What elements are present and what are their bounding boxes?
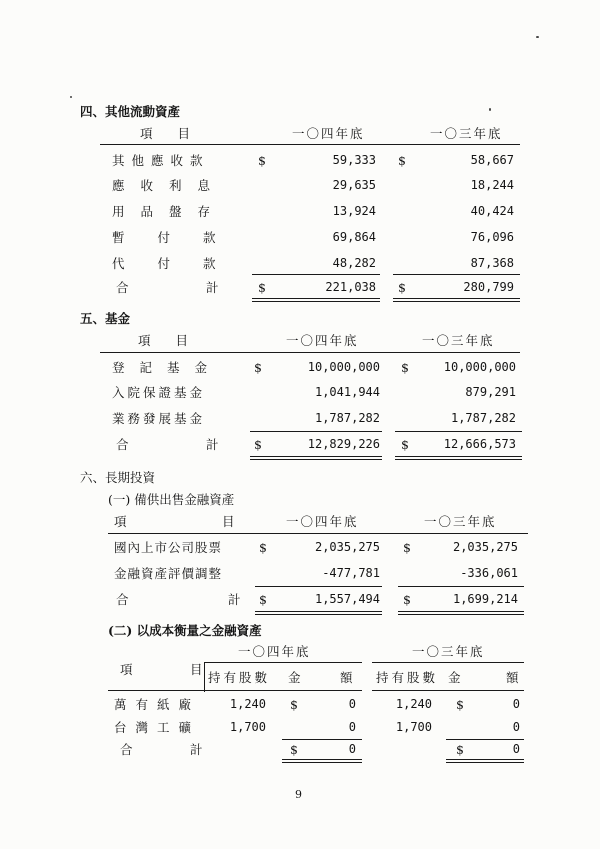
header-rule [108,533,528,534]
value-103: 58,667 [470,153,514,167]
dollar-sign: $ [259,540,267,555]
amount-103: 0 [512,720,520,734]
scan-speck [536,36,539,38]
dollar-sign: $ [290,697,298,712]
scan-speck [489,108,491,111]
double-rule [252,301,380,302]
double-rule [398,614,524,615]
value-104: 29,635 [332,178,376,192]
value-104: -477,781 [322,566,380,580]
col-header-item: 項 目 [138,333,189,348]
value-103: 40,424 [470,204,514,218]
row-label: 暫付款 [112,230,249,245]
section-title-long-term-investments: 六、長期投資 [80,470,156,485]
row-label: 應收利息 [112,178,227,193]
double-rule [398,611,524,612]
col-header-103: 一〇三年底 [412,644,485,659]
col-header-104: 一〇四年底 [292,126,365,141]
subtotal-rule-103 [398,586,524,587]
value-104: 10,000,000 [307,360,380,374]
col-header-item-b: 目 [190,662,203,677]
dollar-sign: $ [258,280,266,295]
col-header-104: 一〇四年底 [238,644,311,659]
dollar-sign: $ [398,153,406,168]
double-rule [282,762,362,763]
col-divider [204,662,205,692]
col-header-shares-104: 持有股數 [208,670,271,685]
col-header-item-a: 項 [114,514,127,529]
dollar-sign: $ [254,437,262,452]
value-103: 2,035,275 [452,540,518,554]
subtotal-rule-104 [252,274,380,275]
dollar-sign: $ [456,697,464,712]
total-label-b: 計 [228,592,241,607]
row-label: 其他應收款 [112,153,210,168]
total-label-b: 計 [190,742,203,757]
value-103: 18,244 [470,178,514,192]
dollar-sign: $ [403,592,411,607]
total-103: 280,799 [463,280,514,294]
group-rule-103 [372,662,524,663]
value-103: 10,000,000 [443,360,516,374]
value-104: 2,035,275 [314,540,380,554]
value-103: 87,368 [470,256,514,270]
value-103: 879,291 [465,385,516,399]
row-label: 萬有紙廠 [114,697,201,712]
col-header-amount-b-104: 額 [340,670,353,685]
header-rule [100,352,520,353]
amount-103: 0 [512,697,520,711]
double-rule [250,456,382,457]
subsection-title-available-for-sale: (一) 備供出售金融資產 [108,492,235,507]
subsection-title-cost-measured: (二) 以成本衡量之金融資產 [108,623,262,638]
total-amount-103: 0 [512,742,520,756]
total-label: 合 計 [116,437,229,452]
total-104: 1,557,494 [314,592,380,606]
value-103: 76,096 [470,230,514,244]
col-header-104: 一〇四年底 [286,514,359,529]
dollar-sign: $ [290,742,298,757]
double-rule [282,759,362,760]
total-label-a: 合 [120,742,133,757]
value-104: 69,864 [332,230,376,244]
total-104: 12,829,226 [307,437,380,451]
subtotal-rule-104 [282,739,362,740]
double-rule [255,614,382,615]
dollar-sign: $ [254,360,262,375]
total-103: 1,699,214 [452,592,518,606]
dollar-sign: $ [403,540,411,555]
value-103: -336,061 [460,566,518,580]
scan-speck [70,96,72,98]
col-header-103: 一〇三年底 [422,333,495,348]
dollar-sign: $ [401,437,409,452]
dollar-sign: $ [456,742,464,757]
section-title-other-current-assets: 四、其他流動資產 [80,104,181,119]
page-number: 9 [295,788,302,801]
subtotal-rule-104 [255,586,382,587]
col-header-104: 一〇四年底 [286,333,359,348]
double-rule [255,611,382,612]
col-header-item: 項 目 [140,126,191,141]
row-label: 國內上市公司股票 [114,540,223,555]
value-104: 1,787,282 [314,411,380,425]
shares-103: 1,700 [395,720,432,734]
row-label: 金融資產評價調整 [114,566,223,581]
header-rule-104 [108,690,362,691]
dollar-sign: $ [258,153,266,168]
subtotal-rule-104 [250,431,382,432]
value-104: 1,041,944 [314,385,380,399]
double-rule [252,298,380,299]
total-104: 221,038 [325,280,376,294]
value-104: 59,333 [332,153,376,167]
group-rule-104 [204,662,362,663]
row-label: 入院保證基金 [112,385,206,400]
value-104: 48,282 [332,256,376,270]
total-103: 12,666,573 [443,437,516,451]
double-rule [395,456,522,457]
shares-103: 1,240 [395,697,432,711]
amount-104: 0 [348,720,356,734]
total-label-a: 合 [116,592,129,607]
subtotal-rule-103 [393,274,520,275]
total-label: 合 計 [116,280,229,295]
col-header-item-b: 目 [222,514,235,529]
double-rule [250,459,382,460]
amount-104: 0 [348,697,356,711]
subtotal-rule-103 [395,431,522,432]
shares-104: 1,240 [229,697,266,711]
col-header-103: 一〇三年底 [430,126,503,141]
dollar-sign: $ [398,280,406,295]
dollar-sign: $ [259,592,267,607]
row-label: 台灣工礦 [114,720,201,735]
col-header-amount-a-104: 金 [288,670,301,685]
row-label: 代付款 [112,256,249,271]
value-103: 1,787,282 [450,411,516,425]
total-amount-104: 0 [348,742,356,756]
subtotal-rule-103 [446,739,524,740]
header-rule-103 [372,690,524,691]
col-header-103: 一〇三年底 [424,514,497,529]
double-rule [395,459,522,460]
double-rule [393,301,520,302]
col-header-shares-103: 持有股數 [376,670,439,685]
double-rule [446,759,524,760]
dollar-sign: $ [401,360,409,375]
col-header-item-a: 項 [120,662,133,677]
row-label: 用品盤存 [112,204,227,219]
col-header-amount-a-103: 金 [448,670,461,685]
section-title-funds: 五、基金 [80,311,131,326]
value-104: 13,924 [332,204,376,218]
double-rule [393,298,520,299]
row-label: 業務發展基金 [112,411,206,426]
header-rule [100,144,520,145]
shares-104: 1,700 [229,720,266,734]
col-header-amount-b-103: 額 [506,670,519,685]
row-label: 登記基金 [112,360,223,375]
double-rule [446,762,524,763]
